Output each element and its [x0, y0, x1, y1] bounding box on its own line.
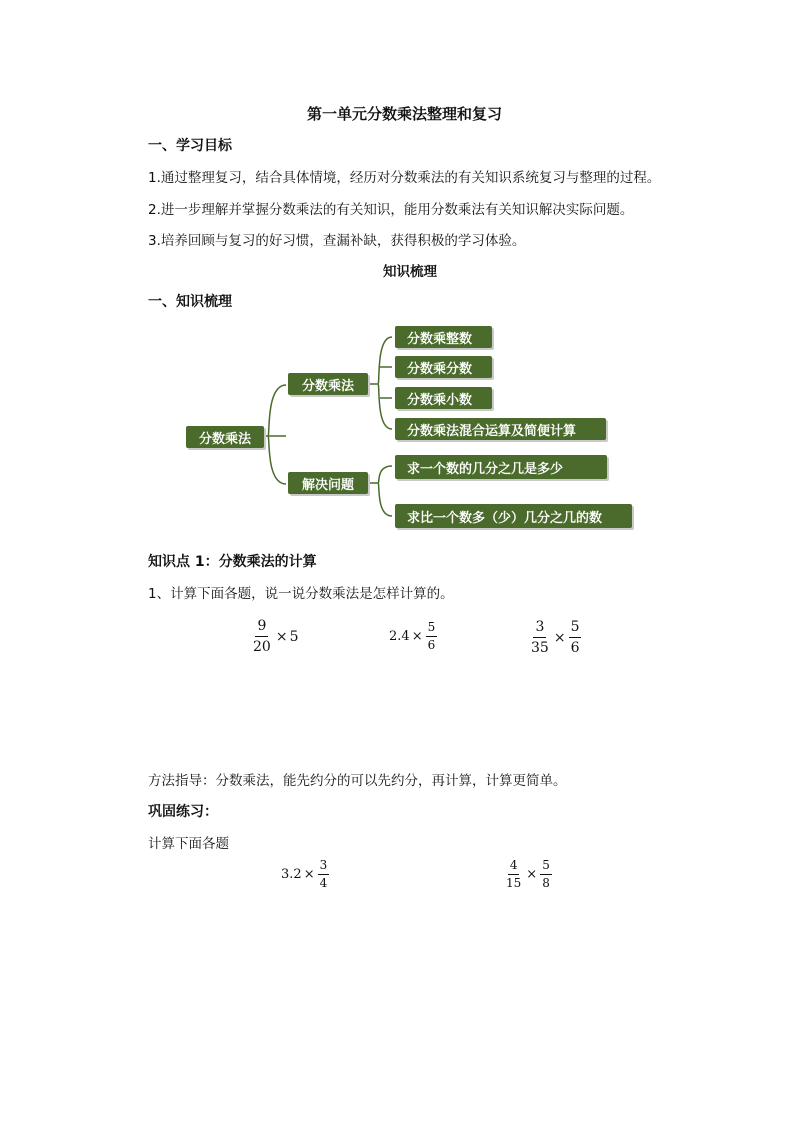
- mindmap-leaf-node: 求一个数的几分之几是多少: [395, 455, 607, 479]
- operand: 3.2: [281, 867, 302, 882]
- fraction: [251, 617, 273, 656]
- math-expression: [250, 617, 298, 656]
- section-heading-goals: 一、学习目标: [148, 138, 232, 154]
- mindmap-leaf-node: 分数乘分数: [395, 356, 492, 378]
- operator: ×: [303, 867, 315, 882]
- operator: ×: [411, 629, 423, 644]
- mindmap-leaf-node: 分数乘小数: [395, 387, 492, 409]
- math-expression: [528, 618, 582, 657]
- numerator: 9: [255, 617, 268, 637]
- fraction: [529, 618, 551, 657]
- method-guidance: 方法指导：分数乘法，能先约分的可以先约分，再计算，计算更简单。: [148, 773, 567, 789]
- math-expression: [503, 858, 553, 891]
- exercise-instruction: 1、计算下面各题，说一说分数乘法是怎样计算的。: [148, 586, 454, 602]
- operand: 5: [289, 628, 299, 645]
- section-heading-review: 一、知识梳理: [148, 294, 232, 310]
- fraction: [540, 858, 552, 891]
- mindmap-branch-node: 解决问题: [288, 472, 368, 494]
- operator: ×: [526, 867, 538, 882]
- operator: ×: [275, 628, 288, 645]
- fraction: [318, 858, 330, 891]
- numerator: 5: [569, 618, 582, 638]
- page-title: 第一单元分数乘法整理和复习: [307, 105, 503, 123]
- operand: 2.4: [389, 629, 410, 644]
- denominator: 4: [319, 876, 328, 890]
- section-subtitle: 知识梳理: [383, 264, 437, 280]
- denominator: 35: [531, 640, 549, 656]
- mindmap-branch-node: 分数乘法: [288, 373, 368, 395]
- numerator: 5: [426, 620, 438, 637]
- mindmap-leaf-node: 求比一个数多（少）几分之几的数: [395, 504, 632, 528]
- fraction: [569, 618, 582, 657]
- mindmap-leaf-node: 分数乘法混合运算及简便计算: [395, 418, 606, 440]
- denominator: 6: [570, 640, 580, 656]
- operator: ×: [553, 629, 566, 646]
- practice-heading: 巩固练习：: [148, 804, 218, 820]
- goal-item: 2.进一步理解并掌握分数乘法的有关知识，能用分数乘法有关知识解决实际问题。: [148, 202, 634, 218]
- goal-item: 3.培养回顾与复习的好习惯，查漏补缺，获得积极的学习体验。: [148, 233, 526, 249]
- denominator: 6: [427, 638, 436, 652]
- knowledge-point-heading: 知识点 1：分数乘法的计算: [148, 554, 317, 570]
- math-expression: [389, 620, 438, 653]
- numerator: 3: [318, 858, 330, 875]
- denominator: 15: [506, 876, 522, 890]
- mindmap-leaf-node: 分数乘整数: [395, 326, 492, 348]
- fraction: [504, 858, 523, 891]
- mindmap-root-node: 分数乘法: [186, 426, 264, 448]
- fraction: [426, 620, 438, 653]
- numerator: 5: [540, 858, 552, 875]
- denominator: 8: [542, 876, 550, 890]
- practice-instruction: 计算下面各题: [148, 836, 229, 852]
- numerator: 4: [508, 858, 520, 875]
- denominator: 20: [253, 639, 271, 655]
- numerator: 3: [533, 618, 546, 638]
- goal-item: 1.通过整理复习，结合具体情境，经历对分数乘法的有关知识系统复习与整理的过程。: [148, 170, 661, 186]
- math-expression: [281, 858, 330, 891]
